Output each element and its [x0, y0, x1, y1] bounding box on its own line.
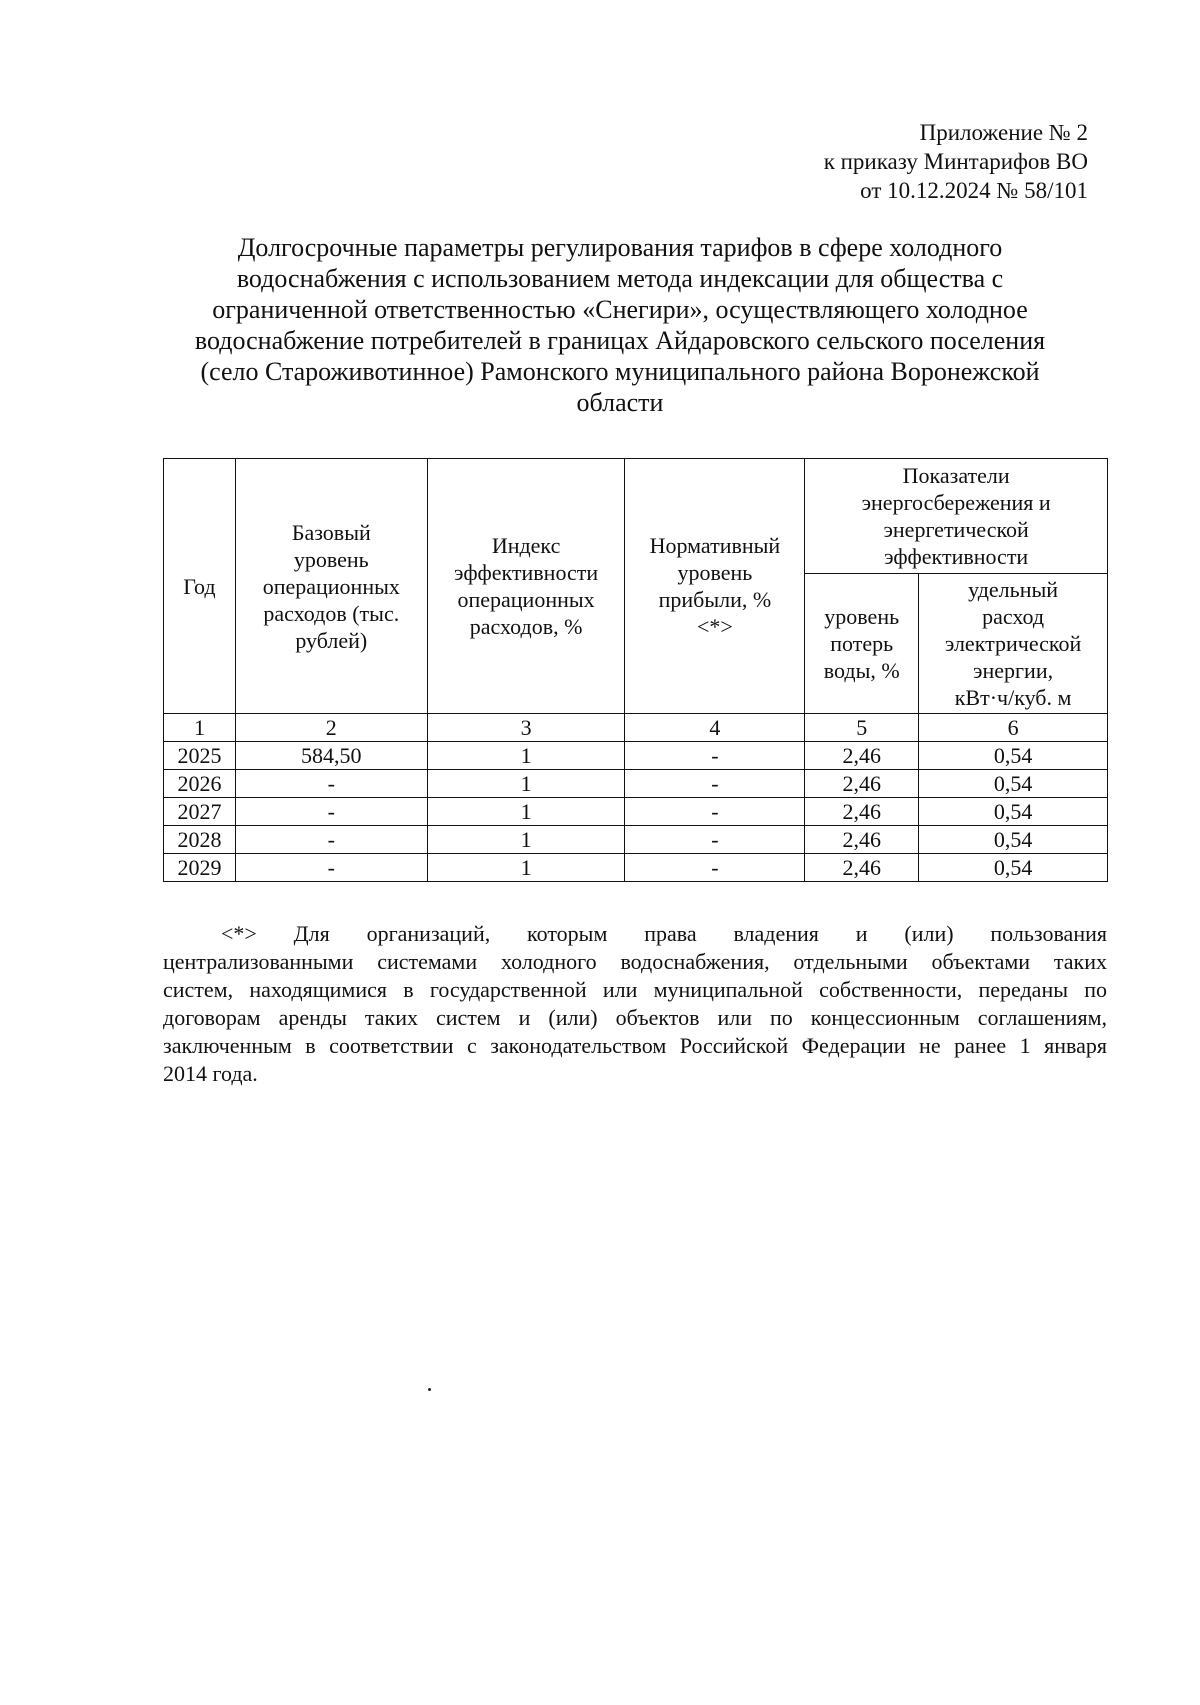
cell-efficiency-index: 1 — [427, 770, 625, 798]
appendix-number: Приложение № 2 — [919, 120, 1088, 145]
footnote — [163, 920, 1107, 1088]
cell-water-loss: 2,46 — [805, 742, 919, 770]
footnote-line: договорам аренды таких систем и (или) объектов или по концессионным соглашениям, — [163, 1005, 1107, 1030]
cell-year: 2028 — [164, 826, 236, 854]
cell-electricity: 0,54 — [919, 770, 1108, 798]
cell-base-level: - — [235, 798, 427, 826]
title-line: (село Староживотинное) Рамонского муниципального района Воронежской — [200, 357, 1040, 386]
cell-profit-level: - — [625, 854, 805, 882]
appendix-reference — [668, 118, 1088, 205]
cell-water-loss: 2,46 — [805, 770, 919, 798]
column-number-row — [164, 714, 1108, 742]
cell-electricity: 0,54 — [919, 854, 1108, 882]
cell-year: 2025 — [164, 742, 236, 770]
column-number: 5 — [805, 714, 919, 742]
order-reference: к приказу Минтарифов ВО — [823, 149, 1088, 174]
cell-water-loss: 2,46 — [805, 854, 919, 882]
header-energy-indicators: Показатели энергосбережения и энергетической эффективности — [805, 459, 1108, 574]
column-number: 6 — [919, 714, 1108, 742]
cell-electricity: 0,54 — [919, 826, 1108, 854]
table-row — [164, 770, 1108, 798]
table-row — [164, 798, 1108, 826]
table-row — [164, 826, 1108, 854]
document-title — [150, 232, 1090, 418]
cell-profit-level: - — [625, 742, 805, 770]
cell-water-loss: 2,46 — [805, 826, 919, 854]
header-profit-level: Нормативный уровень прибыли, % <*> — [625, 459, 805, 714]
cell-year: 2026 — [164, 770, 236, 798]
footnote-line: 2014 года. — [163, 1061, 258, 1086]
cell-water-loss: 2,46 — [805, 798, 919, 826]
cell-efficiency-index: 1 — [427, 742, 625, 770]
header-efficiency-index: Индекс эффективности операционных расходов, % — [427, 459, 625, 714]
cell-profit-level: - — [625, 798, 805, 826]
cell-year: 2029 — [164, 854, 236, 882]
column-number: 4 — [625, 714, 805, 742]
header-water-loss: уровень потерь воды, % — [805, 574, 919, 714]
cell-electricity: 0,54 — [919, 742, 1108, 770]
order-date-number: от 10.12.2024 № 58/101 — [860, 178, 1088, 203]
cell-efficiency-index: 1 — [427, 798, 625, 826]
cell-profit-level: - — [625, 770, 805, 798]
title-line: области — [576, 388, 664, 417]
title-line: ограниченной ответственностью «Снегири», осуществляющего холодное — [212, 295, 1028, 324]
footnote-line: централизованными системами холодного водоснабжения, отдельными объектами таких — [163, 949, 1107, 974]
cell-base-level: - — [235, 770, 427, 798]
footnote-line: <*> Для организаций, которым права владения и (или) пользования — [221, 921, 1107, 946]
column-number: 1 — [164, 714, 236, 742]
parameters-table — [163, 458, 1108, 882]
column-number: 3 — [427, 714, 625, 742]
header-year: Год — [164, 459, 236, 714]
cell-base-level: - — [235, 854, 427, 882]
cell-electricity: 0,54 — [919, 798, 1108, 826]
title-line: водоснабжения с использованием метода индексации для общества с — [236, 264, 1004, 293]
title-line: Долгосрочные параметры регулирования тарифов в сфере холодного — [237, 233, 1003, 262]
cell-base-level: 584,50 — [235, 742, 427, 770]
footnote-line: заключенным в соответствии с законодательством Российской Федерации не ранее 1 января — [163, 1033, 1107, 1058]
header-electricity-consumption: удельный расход электрической энергии, кВт·ч/куб. м — [919, 574, 1108, 714]
column-number: 2 — [235, 714, 427, 742]
table-row — [164, 854, 1108, 882]
scan-speck — [428, 1388, 431, 1391]
cell-year: 2027 — [164, 798, 236, 826]
header-base-level: Базовый уровень операционных расходов (тыс. рублей) — [235, 459, 427, 714]
table-row — [164, 742, 1108, 770]
cell-efficiency-index: 1 — [427, 854, 625, 882]
cell-profit-level: - — [625, 826, 805, 854]
title-line: водоснабжение потребителей в границах Айдаровского сельского поселения — [194, 326, 1046, 355]
cell-efficiency-index: 1 — [427, 826, 625, 854]
footnote-line: систем, находящимися в государственной или муниципальной собственности, переданы по — [163, 977, 1107, 1002]
cell-base-level: - — [235, 826, 427, 854]
